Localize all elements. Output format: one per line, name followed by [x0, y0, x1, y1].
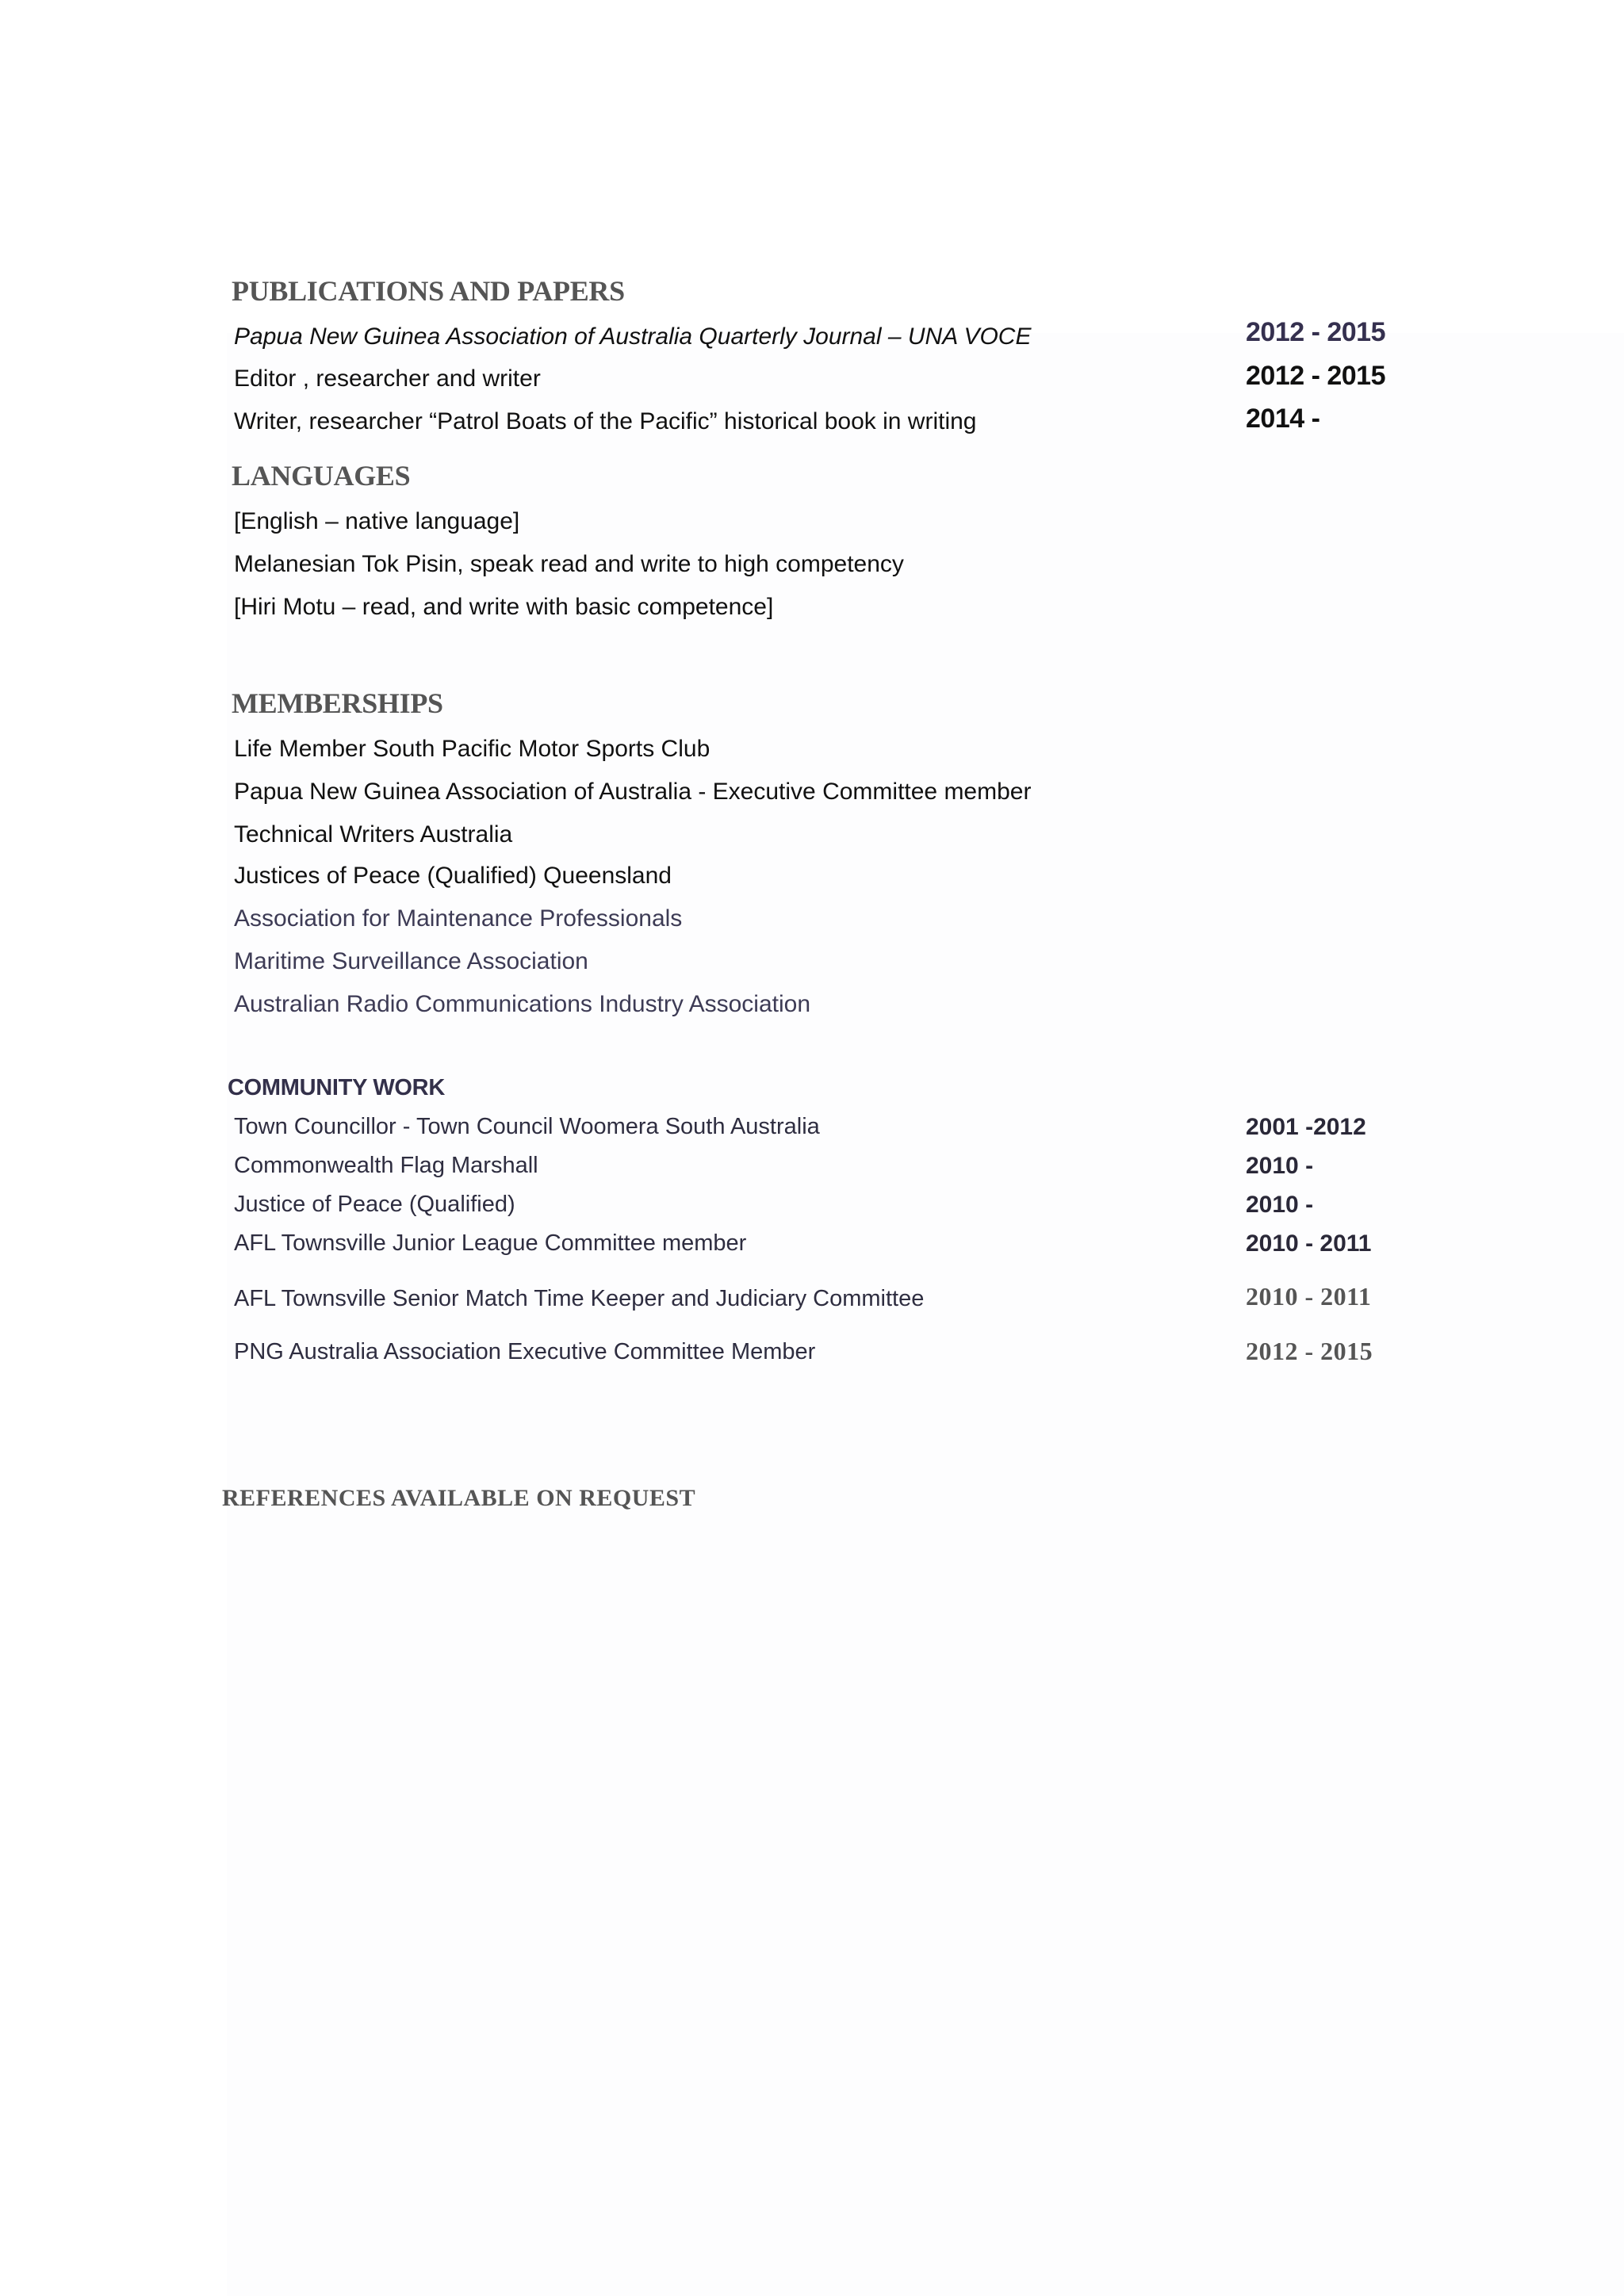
publication-year-2: 2012 - 2015: [1246, 361, 1385, 391]
community-year-6: 2012 - 2015: [1246, 1337, 1373, 1365]
language-item-3: [Hiri Motu – read, and write with basic competence]: [234, 594, 774, 620]
community-item-1: Town Councillor - Town Council Woomera South Australia: [234, 1114, 820, 1139]
memberships-heading: MEMBERSHIPS: [232, 687, 443, 719]
publication-year-3: 2014 -: [1246, 404, 1320, 434]
community-year-5: 2010 - 2011: [1246, 1282, 1372, 1311]
community-item-6: PNG Australia Association Executive Committee Member: [234, 1339, 816, 1364]
language-item-1: [English – native language]: [234, 508, 520, 534]
membership-item-5: Association for Maintenance Professionals: [234, 905, 683, 932]
publication-item-3: Writer, researcher “Patrol Boats of the Pacific” historical book in writing: [234, 408, 977, 434]
language-item-2: Melanesian Tok Pisin, speak read and write to high competency: [234, 551, 904, 577]
community-item-5: AFL Townsville Senior Match Time Keeper and Judiciary Committee: [234, 1286, 925, 1311]
publications-heading: PUBLICATIONS AND PAPERS: [232, 275, 625, 307]
publication-item-1: Papua New Guinea Association of Australia Quarterly Journal – UNA VOCE: [234, 323, 1032, 350]
references-note: REFERENCES AVAILABLE ON REQUEST: [222, 1485, 696, 1511]
membership-item-1: Life Member South Pacific Motor Sports Club: [234, 736, 710, 762]
community-year-4: 2010 - 2011: [1246, 1230, 1372, 1257]
publication-year-1: 2012 - 2015: [1246, 317, 1385, 347]
page-background-tint: [227, 333, 1624, 2296]
membership-item-4: Justices of Peace (Qualified) Queensland: [234, 863, 672, 889]
community-year-2: 2010 -: [1246, 1153, 1314, 1179]
membership-item-7: Australian Radio Communications Industry Association: [234, 991, 811, 1017]
membership-item-3: Technical Writers Australia: [234, 821, 513, 848]
community-heading: COMMUNITY WORK: [228, 1075, 445, 1100]
community-item-4: AFL Townsville Junior League Committee member: [234, 1230, 747, 1256]
community-year-3: 2010 -: [1246, 1192, 1314, 1218]
community-year-1: 2001 -2012: [1246, 1114, 1366, 1140]
languages-heading: LANGUAGES: [232, 460, 411, 492]
community-item-2: Commonwealth Flag Marshall: [234, 1153, 538, 1178]
publication-item-2: Editor , researcher and writer: [234, 365, 541, 392]
membership-item-2: Papua New Guinea Association of Australia - Executive Committee member: [234, 779, 1032, 805]
community-item-3: Justice of Peace (Qualified): [234, 1192, 515, 1217]
membership-item-6: Maritime Surveillance Association: [234, 948, 588, 974]
